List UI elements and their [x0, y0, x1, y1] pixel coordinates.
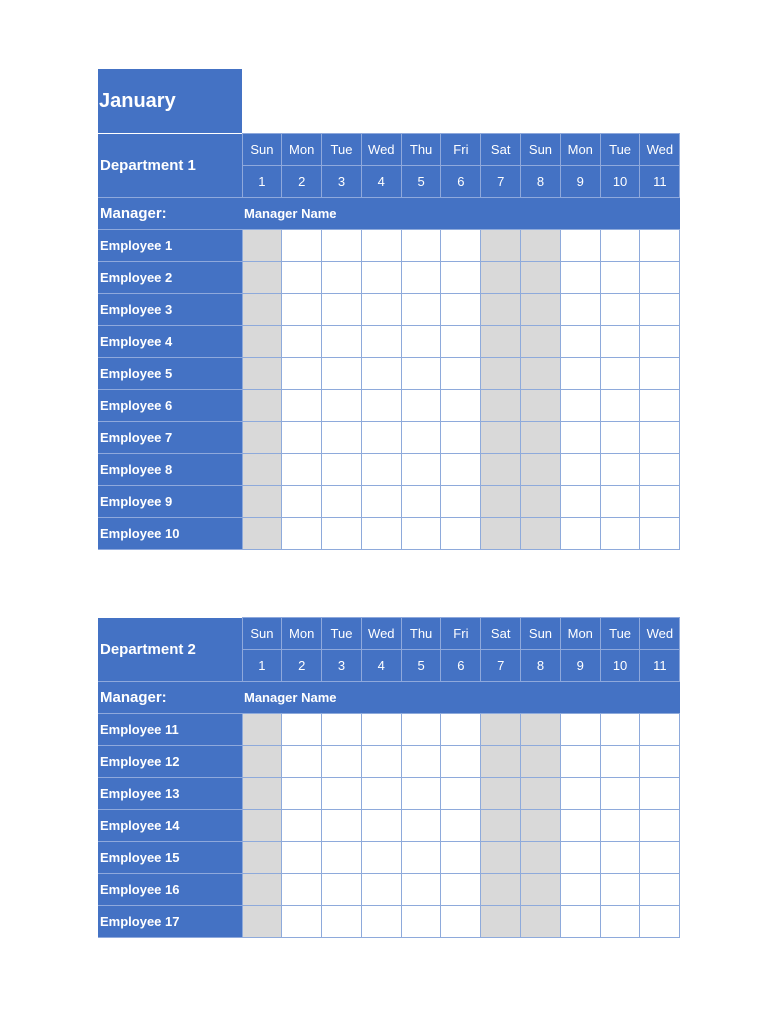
shift-cell[interactable] — [560, 326, 600, 358]
shift-cell[interactable] — [322, 778, 362, 810]
shift-cell[interactable] — [600, 358, 640, 390]
employee-row — [98, 230, 680, 262]
shift-cell[interactable] — [441, 842, 481, 874]
weekend-shift-cell[interactable] — [481, 486, 521, 518]
shift-cell[interactable] — [401, 874, 441, 906]
day-of-week-header: Tue — [322, 134, 362, 166]
shift-cell[interactable] — [361, 906, 401, 938]
weekend-shift-cell[interactable] — [521, 358, 561, 390]
shift-cell[interactable] — [600, 714, 640, 746]
weekend-shift-cell[interactable] — [242, 230, 282, 262]
day-of-week-header: Tue — [600, 134, 640, 166]
day-of-week-header: Wed — [361, 618, 401, 650]
shift-cell[interactable] — [322, 358, 362, 390]
shift-cell[interactable] — [600, 262, 640, 294]
shift-cell[interactable] — [361, 262, 401, 294]
shift-cell[interactable] — [600, 746, 640, 778]
shift-cell[interactable] — [600, 230, 640, 262]
shift-cell[interactable] — [600, 842, 640, 874]
date-header: 1 — [242, 166, 282, 198]
employee-name: Employee 14 — [98, 810, 242, 842]
shift-cell[interactable] — [282, 358, 322, 390]
day-of-week-header: Thu — [401, 134, 441, 166]
shift-cell[interactable] — [600, 518, 640, 550]
date-header: 11 — [640, 650, 680, 682]
shift-cell[interactable] — [322, 810, 362, 842]
day-of-week-header: Sun — [521, 618, 561, 650]
shift-cell[interactable] — [361, 326, 401, 358]
shift-cell[interactable] — [322, 714, 362, 746]
shift-cell[interactable] — [640, 810, 680, 842]
month-title: January — [98, 69, 242, 133]
date-header: 10 — [600, 166, 640, 198]
shift-cell[interactable] — [600, 778, 640, 810]
weekend-shift-cell[interactable] — [242, 746, 282, 778]
employee-name: Employee 9 — [98, 486, 242, 518]
shift-cell[interactable] — [441, 810, 481, 842]
shift-cell[interactable] — [600, 486, 640, 518]
shift-cell[interactable] — [282, 326, 322, 358]
shift-cell[interactable] — [560, 746, 600, 778]
shift-cell[interactable] — [640, 262, 680, 294]
shift-cell[interactable] — [640, 358, 680, 390]
shift-cell[interactable] — [441, 230, 481, 262]
shift-cell[interactable] — [322, 454, 362, 486]
employee-row — [98, 874, 680, 906]
date-header: 2 — [282, 166, 322, 198]
shift-cell[interactable] — [600, 326, 640, 358]
employee-row — [98, 778, 680, 810]
date-header: 7 — [481, 166, 521, 198]
shift-cell[interactable] — [401, 714, 441, 746]
manager-label: Manager: — [98, 682, 242, 714]
shift-cell[interactable] — [600, 294, 640, 326]
shift-cell[interactable] — [322, 294, 362, 326]
employee-row — [98, 714, 680, 746]
employee-row — [98, 518, 680, 550]
shift-cell[interactable] — [361, 810, 401, 842]
weekend-shift-cell[interactable] — [242, 262, 282, 294]
shift-cell[interactable] — [441, 294, 481, 326]
shift-cell[interactable] — [560, 518, 600, 550]
employee-name: Employee 5 — [98, 358, 242, 390]
shift-cell[interactable] — [560, 714, 600, 746]
shift-cell[interactable] — [361, 358, 401, 390]
date-header: 10 — [600, 650, 640, 682]
weekend-shift-cell[interactable] — [242, 294, 282, 326]
shift-cell[interactable] — [441, 746, 481, 778]
weekend-shift-cell[interactable] — [242, 842, 282, 874]
day-of-week-header: Mon — [282, 618, 322, 650]
shift-cell[interactable] — [282, 906, 322, 938]
shift-cell[interactable] — [640, 326, 680, 358]
shift-cell[interactable] — [322, 746, 362, 778]
employee-row — [98, 294, 680, 326]
employee-name: Employee 2 — [98, 262, 242, 294]
weekend-shift-cell[interactable] — [481, 326, 521, 358]
shift-cell[interactable] — [322, 486, 362, 518]
weekend-shift-cell[interactable] — [481, 518, 521, 550]
shift-cell[interactable] — [322, 874, 362, 906]
shift-cell[interactable] — [441, 326, 481, 358]
shift-cell[interactable] — [361, 230, 401, 262]
employee-row — [98, 390, 680, 422]
shift-cell[interactable] — [401, 518, 441, 550]
shift-cell[interactable] — [322, 422, 362, 454]
shift-cell[interactable] — [560, 842, 600, 874]
weekend-shift-cell[interactable] — [521, 422, 561, 454]
weekend-shift-cell[interactable] — [521, 714, 561, 746]
shift-cell[interactable] — [640, 842, 680, 874]
shift-cell[interactable] — [560, 422, 600, 454]
shift-cell[interactable] — [640, 486, 680, 518]
weekend-shift-cell[interactable] — [521, 390, 561, 422]
shift-cell[interactable] — [282, 390, 322, 422]
weekend-shift-cell[interactable] — [481, 906, 521, 938]
shift-cell[interactable] — [282, 518, 322, 550]
employee-name: Employee 6 — [98, 390, 242, 422]
day-of-week-header: Tue — [322, 618, 362, 650]
shift-cell[interactable] — [640, 454, 680, 486]
shift-cell[interactable] — [640, 230, 680, 262]
shift-cell[interactable] — [560, 874, 600, 906]
weekend-shift-cell[interactable] — [521, 746, 561, 778]
employee-row — [98, 906, 680, 938]
shift-cell[interactable] — [361, 714, 401, 746]
employee-name: Employee 17 — [98, 906, 242, 938]
shift-cell[interactable] — [282, 422, 322, 454]
weekend-shift-cell[interactable] — [521, 294, 561, 326]
day-of-week-header: Mon — [282, 134, 322, 166]
shift-cell[interactable] — [401, 746, 441, 778]
weekend-shift-cell[interactable] — [242, 714, 282, 746]
weekend-shift-cell[interactable] — [481, 358, 521, 390]
shift-cell[interactable] — [441, 486, 481, 518]
date-header: 4 — [361, 650, 401, 682]
weekend-shift-cell[interactable] — [242, 906, 282, 938]
shift-cell[interactable] — [401, 454, 441, 486]
date-header: 6 — [441, 166, 481, 198]
shift-cell[interactable] — [640, 294, 680, 326]
shift-cell[interactable] — [401, 230, 441, 262]
day-of-week-header: Mon — [560, 618, 600, 650]
shift-cell[interactable] — [600, 810, 640, 842]
shift-cell[interactable] — [361, 454, 401, 486]
department-1-schedule — [98, 133, 680, 550]
weekend-shift-cell[interactable] — [521, 326, 561, 358]
weekend-shift-cell[interactable] — [242, 778, 282, 810]
shift-cell[interactable] — [600, 906, 640, 938]
weekend-shift-cell[interactable] — [521, 518, 561, 550]
employee-name: Employee 13 — [98, 778, 242, 810]
shift-cell[interactable] — [322, 842, 362, 874]
weekend-shift-cell[interactable] — [242, 454, 282, 486]
weekend-shift-cell[interactable] — [242, 486, 282, 518]
weekend-shift-cell[interactable] — [481, 842, 521, 874]
shift-cell[interactable] — [401, 906, 441, 938]
shift-cell[interactable] — [441, 714, 481, 746]
employee-name: Employee 8 — [98, 454, 242, 486]
department-name: Department 1 — [98, 134, 242, 198]
shift-cell[interactable] — [401, 810, 441, 842]
shift-cell[interactable] — [560, 778, 600, 810]
day-of-week-header: Wed — [361, 134, 401, 166]
shift-cell[interactable] — [401, 326, 441, 358]
shift-cell[interactable] — [441, 358, 481, 390]
shift-cell[interactable] — [361, 842, 401, 874]
weekend-shift-cell[interactable] — [481, 422, 521, 454]
date-header: 7 — [481, 650, 521, 682]
shift-cell[interactable] — [640, 518, 680, 550]
shift-cell[interactable] — [282, 778, 322, 810]
shift-cell[interactable] — [441, 874, 481, 906]
shift-cell[interactable] — [282, 810, 322, 842]
shift-cell[interactable] — [560, 294, 600, 326]
shift-cell[interactable] — [560, 454, 600, 486]
weekend-shift-cell[interactable] — [242, 874, 282, 906]
shift-cell[interactable] — [640, 714, 680, 746]
shift-cell[interactable] — [401, 358, 441, 390]
weekend-shift-cell[interactable] — [481, 746, 521, 778]
shift-cell[interactable] — [282, 294, 322, 326]
date-header: 5 — [401, 166, 441, 198]
day-of-week-header: Sat — [481, 618, 521, 650]
weekend-shift-cell[interactable] — [521, 262, 561, 294]
shift-cell[interactable] — [441, 422, 481, 454]
date-header: 8 — [521, 166, 561, 198]
day-of-week-header: Fri — [441, 618, 481, 650]
weekend-shift-cell[interactable] — [242, 358, 282, 390]
shift-cell[interactable] — [322, 518, 362, 550]
employee-name: Employee 11 — [98, 714, 242, 746]
employee-row — [98, 454, 680, 486]
shift-cell[interactable] — [600, 390, 640, 422]
weekend-shift-cell[interactable] — [521, 230, 561, 262]
weekend-shift-cell[interactable] — [481, 230, 521, 262]
weekend-shift-cell[interactable] — [521, 778, 561, 810]
shift-cell[interactable] — [282, 262, 322, 294]
manager-name[interactable]: Manager Name — [242, 682, 680, 714]
day-of-week-header: Sat — [481, 134, 521, 166]
employee-name: Employee 4 — [98, 326, 242, 358]
day-of-week-header: Wed — [640, 618, 680, 650]
employee-name: Employee 7 — [98, 422, 242, 454]
day-of-week-header: Mon — [560, 134, 600, 166]
shift-cell[interactable] — [361, 874, 401, 906]
shift-cell[interactable] — [640, 422, 680, 454]
weekend-shift-cell[interactable] — [481, 714, 521, 746]
weekend-shift-cell[interactable] — [521, 454, 561, 486]
shift-cell[interactable] — [441, 454, 481, 486]
weekend-shift-cell[interactable] — [521, 486, 561, 518]
weekend-shift-cell[interactable] — [481, 390, 521, 422]
shift-cell[interactable] — [401, 486, 441, 518]
weekend-shift-cell[interactable] — [242, 810, 282, 842]
date-header: 9 — [560, 650, 600, 682]
shift-cell[interactable] — [600, 874, 640, 906]
day-of-week-header: Sun — [242, 618, 282, 650]
shift-cell[interactable] — [560, 262, 600, 294]
date-header: 3 — [322, 650, 362, 682]
shift-cell[interactable] — [560, 810, 600, 842]
shift-cell[interactable] — [560, 390, 600, 422]
shift-cell[interactable] — [322, 390, 362, 422]
date-header: 11 — [640, 166, 680, 198]
employee-row — [98, 842, 680, 874]
employee-name: Employee 12 — [98, 746, 242, 778]
shift-cell[interactable] — [401, 390, 441, 422]
employee-name: Employee 16 — [98, 874, 242, 906]
weekend-shift-cell[interactable] — [481, 874, 521, 906]
shift-cell[interactable] — [640, 390, 680, 422]
shift-cell[interactable] — [401, 262, 441, 294]
shift-cell[interactable] — [441, 778, 481, 810]
shift-cell[interactable] — [401, 294, 441, 326]
day-of-week-header: Sun — [521, 134, 561, 166]
shift-cell[interactable] — [361, 746, 401, 778]
shift-cell[interactable] — [282, 746, 322, 778]
date-header: 6 — [441, 650, 481, 682]
shift-cell[interactable] — [322, 906, 362, 938]
shift-cell[interactable] — [361, 518, 401, 550]
shift-cell[interactable] — [560, 486, 600, 518]
manager-label: Manager: — [98, 198, 242, 230]
shift-cell[interactable] — [401, 778, 441, 810]
shift-cell[interactable] — [560, 906, 600, 938]
weekend-shift-cell[interactable] — [521, 906, 561, 938]
employee-name: Employee 15 — [98, 842, 242, 874]
department-name: Department 2 — [98, 618, 242, 682]
shift-cell[interactable] — [361, 294, 401, 326]
weekend-shift-cell[interactable] — [242, 518, 282, 550]
weekend-shift-cell[interactable] — [242, 390, 282, 422]
date-header: 3 — [322, 166, 362, 198]
shift-cell[interactable] — [361, 778, 401, 810]
day-of-week-header: Tue — [600, 618, 640, 650]
employee-row — [98, 486, 680, 518]
shift-cell[interactable] — [640, 746, 680, 778]
shift-cell[interactable] — [401, 422, 441, 454]
shift-cell[interactable] — [282, 874, 322, 906]
shift-cell[interactable] — [361, 422, 401, 454]
shift-cell[interactable] — [282, 230, 322, 262]
weekend-shift-cell[interactable] — [481, 294, 521, 326]
date-header: 1 — [242, 650, 282, 682]
shift-cell[interactable] — [640, 906, 680, 938]
date-header: 8 — [521, 650, 561, 682]
day-of-week-header: Wed — [640, 134, 680, 166]
day-of-week-header: Thu — [401, 618, 441, 650]
date-header: 9 — [560, 166, 600, 198]
manager-name[interactable]: Manager Name — [242, 198, 680, 230]
shift-cell[interactable] — [560, 358, 600, 390]
weekend-shift-cell[interactable] — [521, 810, 561, 842]
shift-cell[interactable] — [600, 422, 640, 454]
weekend-shift-cell[interactable] — [481, 810, 521, 842]
weekend-shift-cell[interactable] — [481, 778, 521, 810]
shift-cell[interactable] — [600, 454, 640, 486]
weekend-shift-cell[interactable] — [521, 874, 561, 906]
shift-cell[interactable] — [640, 874, 680, 906]
employee-row — [98, 422, 680, 454]
weekend-shift-cell[interactable] — [242, 422, 282, 454]
shift-cell[interactable] — [361, 390, 401, 422]
date-header: 4 — [361, 166, 401, 198]
shift-cell[interactable] — [282, 454, 322, 486]
employee-row — [98, 358, 680, 390]
employee-name: Employee 3 — [98, 294, 242, 326]
employee-row — [98, 810, 680, 842]
employee-name: Employee 1 — [98, 230, 242, 262]
employee-row — [98, 326, 680, 358]
shift-cell[interactable] — [361, 486, 401, 518]
date-header: 5 — [401, 650, 441, 682]
shift-cell[interactable] — [282, 714, 322, 746]
shift-cell[interactable] — [401, 842, 441, 874]
shift-cell[interactable] — [560, 230, 600, 262]
weekend-shift-cell[interactable] — [481, 262, 521, 294]
shift-cell[interactable] — [640, 778, 680, 810]
shift-cell[interactable] — [322, 326, 362, 358]
shift-cell[interactable] — [441, 518, 481, 550]
shift-cell[interactable] — [282, 486, 322, 518]
employee-row — [98, 262, 680, 294]
employee-row — [98, 746, 680, 778]
shift-cell[interactable] — [441, 906, 481, 938]
department-2-schedule — [98, 617, 680, 938]
shift-cell[interactable] — [441, 262, 481, 294]
shift-cell[interactable] — [322, 262, 362, 294]
shift-cell[interactable] — [282, 842, 322, 874]
shift-cell[interactable] — [322, 230, 362, 262]
day-of-week-header: Fri — [441, 134, 481, 166]
employee-name: Employee 10 — [98, 518, 242, 550]
weekend-shift-cell[interactable] — [481, 454, 521, 486]
date-header: 2 — [282, 650, 322, 682]
shift-cell[interactable] — [441, 390, 481, 422]
weekend-shift-cell[interactable] — [521, 842, 561, 874]
day-of-week-header: Sun — [242, 134, 282, 166]
weekend-shift-cell[interactable] — [242, 326, 282, 358]
